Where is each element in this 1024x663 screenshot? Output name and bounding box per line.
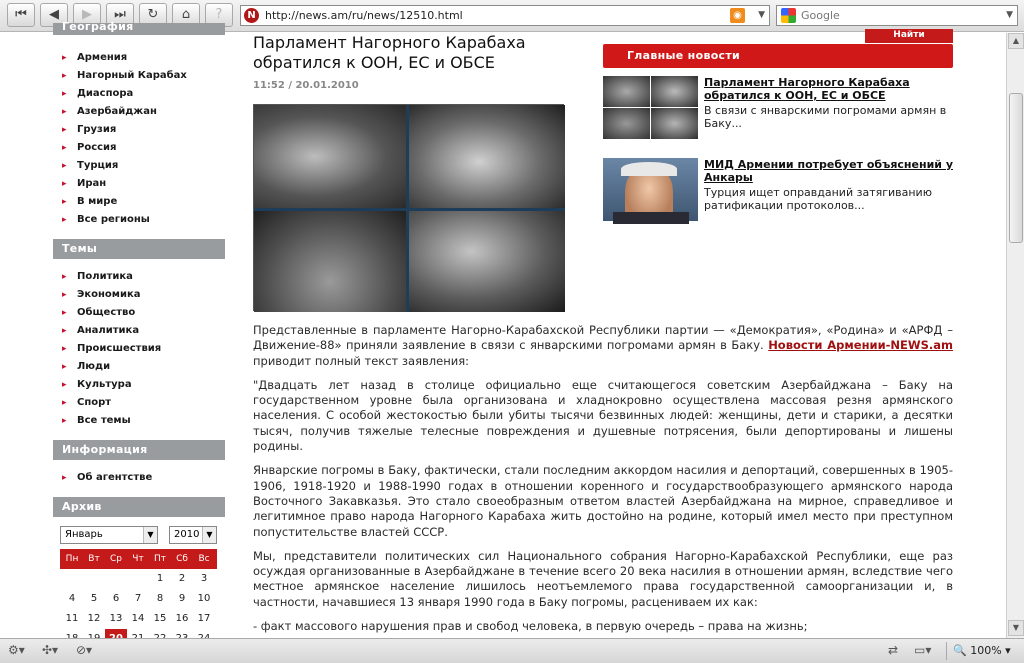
topic-link[interactable]: ▸ Спорт: [53, 394, 111, 412]
topic-link[interactable]: ▸ Происшествия: [53, 340, 161, 358]
url-text[interactable]: http://news.am/ru/news/12510.html: [265, 9, 463, 22]
region-link[interactable]: ▸ Россия: [53, 139, 116, 157]
topic-link[interactable]: ▸ Люди: [53, 358, 110, 376]
year-select-value: 2010: [174, 529, 200, 540]
help-icon[interactable]: ?: [205, 3, 233, 27]
search-input[interactable]: [801, 8, 991, 23]
photo-panel: [254, 105, 406, 208]
topic-link[interactable]: ▸ Политика: [53, 268, 133, 286]
calendar-weekdays: [60, 549, 217, 569]
weekday-label: Вт: [88, 554, 100, 564]
article-paragraph: [253, 323, 953, 369]
calendar-day[interactable]: 10: [197, 593, 211, 604]
news-summary: В связи с январскими погромами армян в Баку...: [704, 104, 947, 130]
home-icon[interactable]: ⌂: [172, 3, 200, 27]
topic-link[interactable]: ▸ Культура: [53, 376, 132, 394]
calendar-day[interactable]: 2: [178, 573, 186, 584]
article-paragraph: Январские погромы в Баку, фактически, стали последним аккордом насилия и депортаций, совершенных в 1905-1906, 1918-1920 и 1988-1990 годах в отношении коренного и государствообразующего армянского народа Восточного Закавказья. Это стало своеобразным ответом властей Азербайджана на мирное, справедливое и легитимное право народа Нагорного Карабаха жить достойно на родине, который имел место при преступном попустительстве властей СССР.: [253, 463, 953, 539]
photo-panel: [254, 211, 406, 312]
chevron-down-icon[interactable]: ▼: [758, 10, 765, 20]
site-favicon-icon: N: [244, 8, 259, 23]
thumb-suit: [613, 212, 689, 224]
thumb-panel: [603, 108, 650, 139]
news-am-link[interactable]: Новости Армении-NEWS.am: [768, 338, 953, 353]
network-icon[interactable]: ✣▾: [42, 643, 59, 657]
scroll-down-icon[interactable]: ▼: [1008, 620, 1024, 636]
window-icon[interactable]: ▭▾: [914, 643, 932, 657]
calendar-day[interactable]: 1: [156, 573, 164, 584]
first-page-icon[interactable]: ⏮: [7, 3, 35, 27]
back-icon[interactable]: ◀: [40, 3, 68, 27]
region-link[interactable]: ▸ Грузия: [53, 121, 116, 139]
article-paragraph: Мы, представители политических сил Национального собрания Нагорно-Карабахской Республики, еще раз осуждая организованные в Азербайджане в течение всего 20 века насилия в отношении армян, вследствие чего местное армянское население лишилось неотъемлемого права государственной самоорганизации и, в частности, начавшиеся 13 января 1990 года в Баку погромы, расцениваем их как:: [253, 548, 953, 609]
calendar-day[interactable]: 15: [153, 613, 167, 624]
topic-link[interactable]: ▸ Аналитика: [53, 322, 139, 340]
topics-header: Темы: [53, 239, 225, 259]
article-text: Представленные в парламенте Нагорно-Карабахской Республики партии — «Демократия», «Родина» и «АРФД – Движение-88» приняли заявление в связи с январскими погромами армян в Баку.: [253, 323, 953, 353]
weekday-label: Вс: [198, 554, 210, 564]
topic-link[interactable]: ▸ Экономика: [53, 286, 141, 304]
scroll-thumb[interactable]: [1009, 93, 1023, 243]
region-link[interactable]: ▸ Все регионы: [53, 211, 150, 229]
calendar-day[interactable]: 16: [175, 613, 189, 624]
weekday-label: Ср: [110, 554, 122, 564]
photo-divider: [254, 208, 565, 211]
calendar-day[interactable]: 5: [90, 593, 98, 604]
weekday-label: Чт: [132, 554, 144, 564]
scroll-up-icon[interactable]: ▲: [1008, 33, 1024, 49]
article-photo: [253, 104, 564, 311]
info-header: Информация: [53, 440, 225, 460]
region-link[interactable]: ▸ Азербайджан: [53, 103, 157, 121]
calendar-day[interactable]: 13: [109, 613, 123, 624]
region-link[interactable]: ▸ Турция: [53, 157, 118, 175]
sidebar: [53, 20, 225, 638]
topic-link[interactable]: ▸ Общество: [53, 304, 135, 322]
forward-icon[interactable]: ▶: [73, 3, 101, 27]
article-body: [253, 323, 953, 643]
calendar-day[interactable]: 7: [134, 593, 142, 604]
sync-icon[interactable]: ⇄: [888, 643, 899, 657]
weekday-label: Пн: [65, 554, 79, 564]
search-bar[interactable]: [776, 5, 1018, 26]
topic-link[interactable]: ▸ Все темы: [53, 412, 131, 430]
last-page-icon[interactable]: ⏭: [106, 3, 134, 27]
news-thumbnail[interactable]: [603, 158, 698, 221]
thumb-panel: [651, 108, 698, 139]
site-search-button[interactable]: Найти: [865, 29, 953, 43]
weekday-label: Пт: [153, 554, 166, 564]
thumb-hair: [621, 162, 677, 176]
chevron-down-icon[interactable]: ▼: [1006, 10, 1013, 20]
calendar-day[interactable]: 9: [178, 593, 186, 604]
calendar-day[interactable]: 8: [156, 593, 164, 604]
calendar-day[interactable]: 11: [65, 613, 79, 624]
thumb-panel: [603, 76, 650, 107]
calendar-day[interactable]: 4: [68, 593, 76, 604]
region-link[interactable]: ▸ Иран: [53, 175, 106, 193]
region-link[interactable]: ▸ Диаспора: [53, 85, 133, 103]
chevron-down-icon[interactable]: ▼: [202, 527, 216, 543]
calendar-day[interactable]: 6: [112, 593, 120, 604]
archive-header: Архив: [53, 497, 225, 517]
zoom-level: 100%: [970, 644, 1002, 657]
news-thumbnail[interactable]: [603, 76, 698, 139]
news-summary: Турция ищет оправданий затягиванию ратификации протоколов...: [704, 186, 932, 212]
page-viewport: [0, 20, 1006, 638]
calendar-day[interactable]: 3: [200, 573, 208, 584]
month-select[interactable]: [60, 526, 158, 544]
regions-header: География: [53, 23, 225, 35]
rss-icon[interactable]: ◉: [730, 8, 745, 23]
article-timestamp: 11:52 / 20.01.2010: [253, 80, 359, 91]
vertical-scrollbar[interactable]: [1006, 33, 1024, 638]
photo-panel: [409, 211, 565, 312]
news-title-link[interactable]: МИД Армении потребует объяснений у Анкары: [704, 158, 954, 184]
calendar-day[interactable]: 12: [87, 613, 101, 624]
google-icon[interactable]: [781, 8, 796, 23]
weekday-label: Сб: [176, 554, 188, 564]
calendar-day[interactable]: 17: [197, 613, 211, 624]
calendar-day[interactable]: 14: [131, 613, 145, 624]
article-paragraph: - факт массового нарушения прав и свобод человека, в первую очередь – права на жизнь;: [253, 619, 808, 634]
article-title: Парламент Нагорного Карабаха обратился к ООН, ЕС и ОБСЕ: [253, 33, 526, 72]
about-link[interactable]: ▸ Об агентстве: [53, 469, 152, 487]
region-link[interactable]: ▸ Нагорный Карабах: [53, 67, 187, 85]
article-paragraph: "Двадцать лет назад в столице официально еще считающегося советским Азербайджана – Баку на государственном уровне была организована и хладнокровно осуществлена массовая резня армянского населения. С особой жестокостью были убиты тысячи безвинных людей: женщины, дети и старики, а десятки тысяч, получив тяжелые телесные повреждения и душевные потрясения, были депортированы и лишены родины.: [253, 377, 953, 454]
block-icon[interactable]: ⊘▾: [76, 643, 93, 657]
address-bar[interactable]: [240, 5, 770, 26]
zoom-control[interactable]: 🔍 100% ▾: [946, 642, 1018, 660]
chevron-down-icon[interactable]: ▼: [143, 527, 157, 543]
article-text: приводит полный текст заявления:: [253, 353, 469, 368]
year-select[interactable]: [169, 526, 217, 544]
thumb-panel: [651, 76, 698, 107]
main-news-header: Главные новости: [603, 44, 953, 68]
month-select-value: Январь: [65, 529, 103, 540]
news-title-link[interactable]: Парламент Нагорного Карабаха обратился к ООН, ЕС и ОБСЕ: [704, 76, 910, 102]
tools-icon[interactable]: ⚙▾: [8, 643, 25, 657]
photo-panel: [409, 105, 565, 208]
status-bar: [0, 638, 1024, 663]
region-link[interactable]: ▸ Армения: [53, 49, 127, 67]
region-link[interactable]: ▸ В мире: [53, 193, 117, 211]
reload-icon[interactable]: ↻: [139, 3, 167, 27]
